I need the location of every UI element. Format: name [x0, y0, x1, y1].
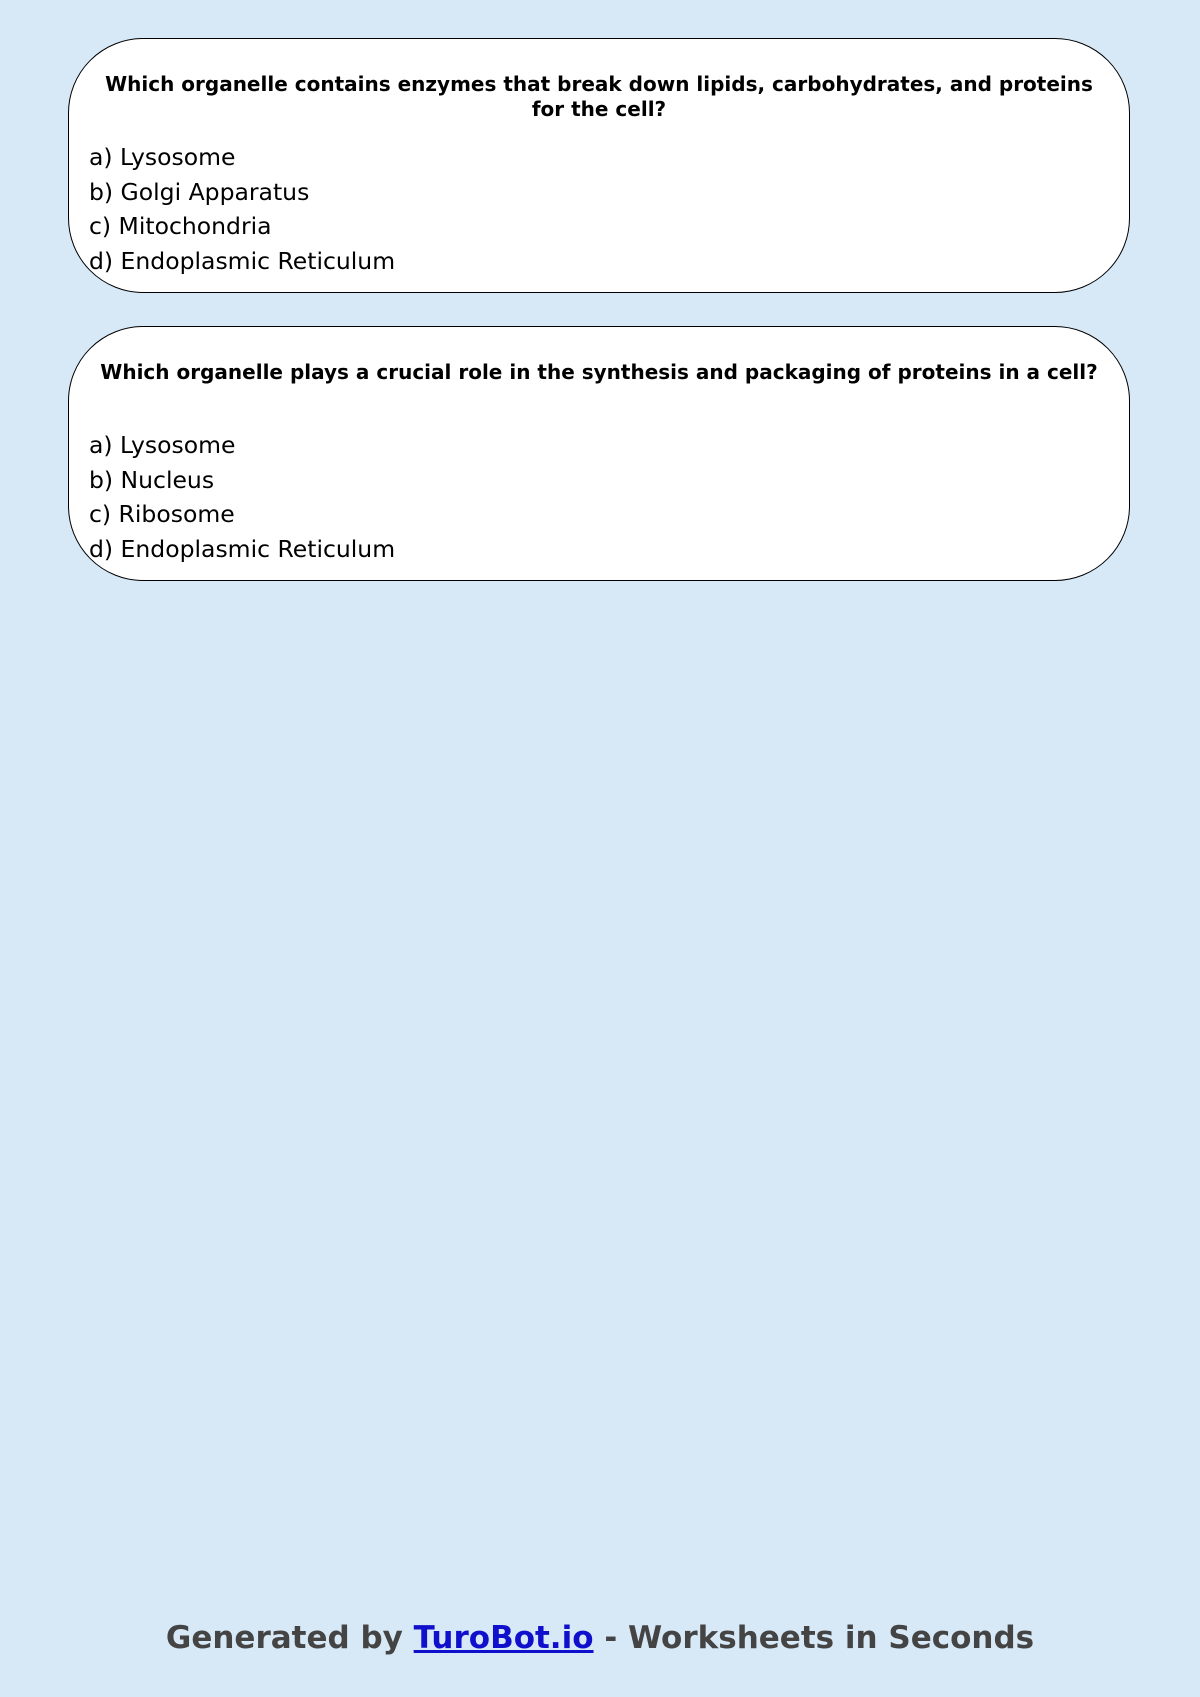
- answer-option-d: d) Endoplasmic Reticulum: [89, 246, 396, 275]
- answer-option-c: c) Mitochondria: [89, 212, 272, 240]
- question-card-2: [68, 326, 1130, 581]
- answer-option-b: b) Nucleus: [89, 465, 215, 494]
- question-text: Which organelle plays a crucial role in the synthesis and packaging of proteins in a cell?: [100, 360, 1098, 384]
- footer-suffix: - Worksheets in Seconds: [604, 1620, 1035, 1656]
- turobot-link[interactable]: TuroBot.io: [413, 1620, 594, 1656]
- answer-option-d: d) Endoplasmic Reticulum: [89, 534, 396, 563]
- footer-credit: [0, 1618, 1200, 1658]
- answer-options: [89, 428, 395, 566]
- question-text: Which organelle contains enzymes that break down lipids, carbohydrates, and proteins for the cell?: [105, 72, 1093, 121]
- answer-option-b: b) Golgi Apparatus: [89, 177, 310, 206]
- answer-option-a: a) Lysosome: [89, 143, 236, 171]
- answer-option-c: c) Ribosome: [89, 500, 235, 528]
- question-card-1: [68, 38, 1130, 293]
- answer-option-a: a) Lysosome: [89, 431, 236, 459]
- footer-prefix: Generated by: [165, 1620, 403, 1656]
- answer-options: [89, 140, 395, 278]
